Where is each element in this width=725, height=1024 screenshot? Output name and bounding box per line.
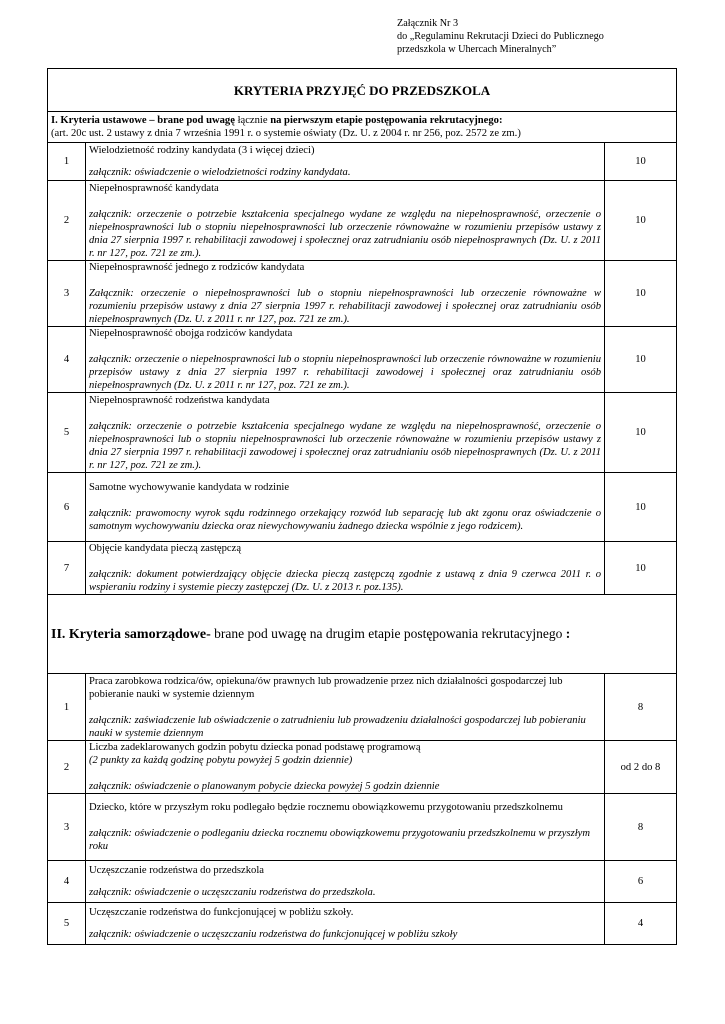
attachment-text: załącznik: zaświadczenie lub oświadczenie o zatrudnieniu lub prowadzeniu działalności gospodarczej lub pobieraniu nauki w systemie dziennym	[89, 714, 586, 739]
row-number: 3	[48, 794, 86, 861]
row-description	[86, 393, 605, 473]
row-description	[86, 542, 605, 595]
row-number: 5	[48, 903, 86, 945]
attachment-text: Załącznik: orzeczenie o niepełnosprawności lub o stopniu niepełnosprawności lub orzeczenie równoważne w rozumieniu przepisów ustawy z dnia 27 sierpnia 1997 r. rehabilitacji zawodowej i społecznej oraz zatrudnianiu osób niepełnosprawnych (Dz. U. z 2011 r. nr 127, poz. 721 ze zm.).	[89, 288, 601, 325]
row-description	[86, 741, 605, 794]
admission-criteria-table	[47, 68, 677, 945]
attachment-number: Załącznik Nr 3	[397, 18, 459, 29]
table-row	[48, 674, 677, 741]
table-row	[48, 861, 677, 903]
row-number: 6	[48, 473, 86, 542]
row-number: 1	[48, 143, 86, 181]
table-row	[48, 794, 677, 861]
row-number: 4	[48, 327, 86, 393]
table-row	[48, 903, 677, 945]
criterion-text: Samotne wychowywanie kandydata w rodzinie	[89, 482, 290, 493]
criterion-note: (2 punkty za każdą godzinę pobytu powyżej 5 godzin dziennie)	[89, 755, 353, 766]
row-description	[86, 903, 605, 945]
table-row	[48, 181, 677, 261]
criterion-text: Uczęszczanie rodzeństwa do przedszkola	[89, 865, 264, 876]
section1-heading-bold-b: na pierwszym etapie postępowania rekrutacyjnego:	[270, 115, 503, 126]
attachment-text: załącznik: oświadczenie o podleganiu dziecka rocznemu obowiązkowemu przygotowaniu przedszkolnemu w przyszłym roku	[89, 828, 590, 852]
row-number: 3	[48, 261, 86, 327]
points-value: od 2 do 8	[605, 741, 677, 794]
criterion-text: Wielodzietność rodziny kandydata (3 i więcej dzieci)	[89, 145, 315, 156]
row-number: 7	[48, 542, 86, 595]
points-value: 10	[605, 261, 677, 327]
title-row	[48, 69, 677, 112]
row-number: 4	[48, 861, 86, 903]
criterion-text: Niepełnosprawność rodzeństwa kandydata	[89, 394, 270, 406]
points-value: 10	[605, 542, 677, 595]
row-description	[86, 674, 605, 741]
table-row	[48, 327, 677, 393]
section2-heading-normal: brane pod uwagę na drugim etapie postępowania rekrutacyjnego	[210, 626, 566, 641]
points-value: 10	[605, 473, 677, 542]
criterion-text: Niepełnosprawność kandydata	[89, 182, 219, 194]
regulation-reference-line-1: do „Regulaminu Rekrutacji Dzieci do Publicznego	[397, 31, 604, 42]
points-value: 10	[605, 327, 677, 393]
row-description	[86, 861, 605, 903]
table-row	[48, 741, 677, 794]
section1-legal-basis: (art. 20c ust. 2 ustawy z dnia 7 września 1991 r. o systemie oświaty (Dz. U. z 2004 r. nr 256, poz. 2572 ze zm.)	[51, 128, 521, 139]
points-value: 8	[605, 674, 677, 741]
criterion-text: Niepełnosprawność obojga rodziców kandydata	[89, 328, 293, 339]
criterion-text: Objęcie kandydata pieczą zastępczą	[89, 543, 242, 554]
table-title: KRYTERIA PRZYJĘĆ DO PRZEDSZKOLA	[48, 69, 677, 112]
row-description	[86, 473, 605, 542]
attachment-text: załącznik: oświadczenie o planowanym pobycie dziecka powyżej 5 godzin dziennie	[89, 781, 440, 792]
section1-heading-row	[48, 112, 677, 143]
criterion-text: Niepełnosprawność jednego z rodziców kandydata	[89, 262, 305, 273]
section1-heading-bold-a: I. Kryteria ustawowe – brane pod uwagę	[51, 115, 235, 126]
section2-heading-bold: II. Kryteria samorządowe-	[51, 627, 211, 642]
regulation-reference-line-2: przedszkola w Uhercach Mineralnych”	[397, 44, 557, 55]
section2-heading	[48, 595, 677, 674]
criterion-text: Uczęszczanie rodzeństwa do funkcjonującej w pobliżu szkoły.	[89, 907, 354, 918]
points-value: 8	[605, 794, 677, 861]
points-value: 6	[605, 861, 677, 903]
table-row	[48, 542, 677, 595]
criterion-text: Praca zarobkowa rodzica/ów, opiekuna/ów prawnych lub prowadzenie przez nich działalności gospodarczej lub pobieranie nauki w systemie dziennym	[89, 675, 563, 700]
section2-heading-row	[48, 595, 677, 674]
row-number: 1	[48, 674, 86, 741]
table-row	[48, 393, 677, 473]
points-value: 10	[605, 393, 677, 473]
section1-heading-line	[51, 114, 673, 127]
row-description	[86, 143, 605, 181]
table-row	[48, 143, 677, 181]
attachment-text: załącznik: oświadczenie o uczęszczaniu rodzeństwa do funkcjonującej w pobliżu szkoły	[89, 929, 458, 940]
attachment-text: załącznik: prawomocny wyrok sądu rodzinnego orzekający rozwód lub separację lub akt zgonu oraz oświadczenie o samotnym wychowywaniu dziecka oraz niewychowywaniu żadnego dziecka wspólnie z jego rodzicem).	[89, 508, 601, 532]
criterion-text: Liczba zadeklarowanych godzin pobytu dziecka ponad podstawę programową	[89, 742, 421, 753]
points-value: 10	[605, 143, 677, 181]
row-number: 2	[48, 741, 86, 794]
attachment-text: załącznik: oświadczenie o wielodzietności rodziny kandydata.	[89, 167, 351, 178]
table-row	[48, 473, 677, 542]
row-description	[86, 794, 605, 861]
points-value: 10	[605, 181, 677, 261]
table-row	[48, 261, 677, 327]
row-description	[86, 181, 605, 261]
attachment-text: załącznik: orzeczenie o potrzebie kształcenia specjalnego wydane ze względu na niepełnosprawność, orzeczenie o niepełnosprawności lub o stopniu niepełnosprawności lub orzeczenie równoważne w rozumieniu przepisów ustawy z dnia 27 sierpnia 1997 r. rehabilitacji zawodowej i społecznej oraz zatrudnianiu osób niepełnosprawnych (Dz. U. z 2011 r. nr 127, poz. 721 ze zm.).	[89, 208, 601, 259]
attachment-text: załącznik: dokument potwierdzający objęcie dziecka pieczą zastępczą zgodnie z ustawą z dnia 9 czerwca 2011 r. o wspieraniu rodziny i systemie pieczy zastępczej (Dz. U. z 2013 r. poz.135).	[89, 569, 601, 593]
attachment-header-note	[397, 17, 717, 56]
points-value: 4	[605, 903, 677, 945]
criterion-text: Dziecko, które w przyszłym roku podlegało będzie rocznemu obowiązkowemu przygotowaniu przedszkolnemu	[89, 802, 563, 813]
row-number: 5	[48, 393, 86, 473]
row-description	[86, 261, 605, 327]
attachment-text: załącznik: oświadczenie o uczęszczaniu rodzeństwa do przedszkola.	[89, 887, 376, 898]
attachment-text: załącznik: orzeczenie o potrzebie kształcenia specjalnego wydane ze względu na niepełnosprawność, orzeczenie o niepełnosprawności lub o stopniu niepełnosprawności lub orzeczenie równoważne w rozumieniu przepisów ustawy z dnia 27 sierpnia 1997 r. rehabilitacji zawodowej i społecznej oraz zatrudnianiu osób niepełnosprawnych (Dz. U. z 2011 r. nr 127, poz. 721 ze zm.).	[89, 420, 601, 471]
attachment-text: załącznik: orzeczenie o niepełnosprawności lub o stopniu niepełnosprawności lub orzeczenie równoważne w rozumieniu przepisów ustawy z dnia 27 sierpnia 1997 r. rehabilitacji zawodowej i społecznej oraz zatrudnianiu osób niepełnosprawnych (Dz. U. z 2011 r. nr 127, poz. 721 ze zm.).	[89, 354, 601, 391]
row-description	[86, 327, 605, 393]
row-number: 2	[48, 181, 86, 261]
section1-heading-normal: łącznie	[234, 115, 271, 126]
section2-heading-colon: :	[565, 626, 571, 641]
section1-heading	[48, 112, 677, 143]
